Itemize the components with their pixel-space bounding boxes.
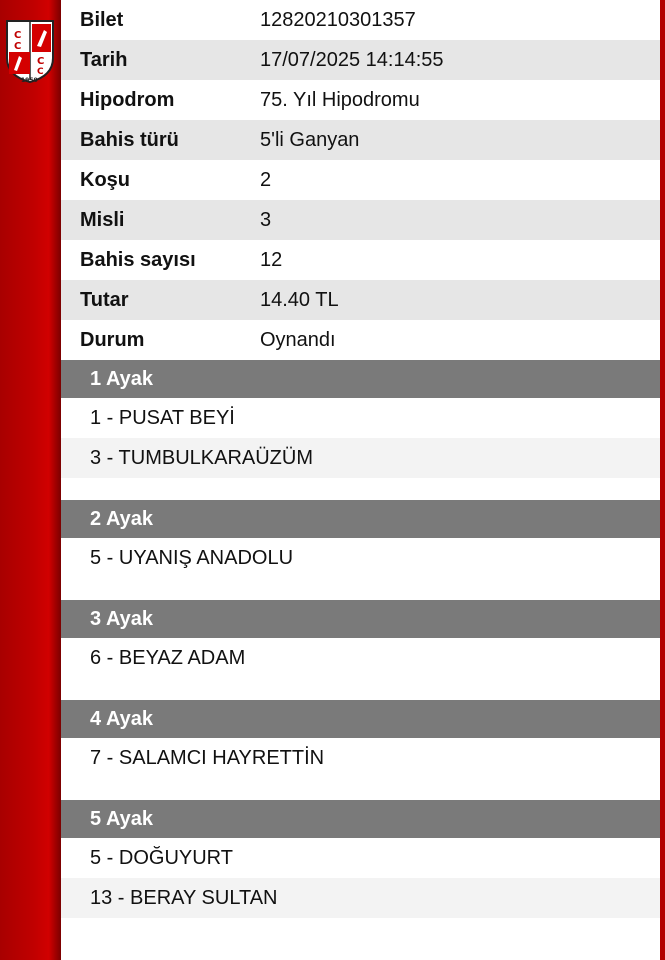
info-value: 2 <box>260 168 272 191</box>
info-row <box>61 200 660 240</box>
info-value: Oynandı <box>260 328 336 351</box>
info-row <box>61 160 660 200</box>
svg-text:C: C <box>14 30 22 41</box>
leg-header: 4 Ayak <box>61 700 660 738</box>
club-shield-icon <box>4 18 56 84</box>
info-value: 5'li Ganyan <box>260 128 360 151</box>
info-label: Hipodrom <box>80 88 175 111</box>
leg-header: 3 Ayak <box>61 600 660 638</box>
info-label: Tarih <box>80 48 128 71</box>
svg-text:C: C <box>14 41 22 52</box>
legs-list <box>61 360 660 918</box>
info-label: Misli <box>80 208 125 231</box>
info-value: 12 <box>260 248 283 271</box>
leg-header: 5 Ayak <box>61 800 660 838</box>
svg-text:C: C <box>37 67 44 77</box>
leg-header: 2 Ayak <box>61 500 660 538</box>
info-label: Bahis sayısı <box>80 248 196 271</box>
info-value: 75. Yıl Hipodromu <box>260 88 420 111</box>
logo-year: 1950 <box>21 77 38 84</box>
leg-spacer <box>61 578 660 600</box>
info-row <box>61 320 660 360</box>
horse-selection: 7 - SALAMCI HAYRETTİN <box>90 746 325 769</box>
info-label: Durum <box>80 328 145 351</box>
right-edge-bar <box>660 0 665 960</box>
horse-selection: 1 - PUSAT BEYİ <box>90 406 235 429</box>
leg-header: 1 Ayak <box>61 360 660 398</box>
horse-selection: 5 - UYANIŞ ANADOLU <box>90 546 294 569</box>
info-row <box>61 0 660 40</box>
horse-selection: 13 - BERAY SULTAN <box>61 878 660 918</box>
info-value: 12820210301357 <box>260 8 416 31</box>
info-label: Koşu <box>80 168 130 191</box>
horse-selection: 5 - DOĞUYURT <box>90 846 233 869</box>
info-value: 14.40 TL <box>260 288 339 311</box>
info-row <box>61 240 660 280</box>
info-row <box>61 120 660 160</box>
svg-text:C: C <box>37 56 45 67</box>
horse-selection: 3 - TUMBULKARAÜZÜM <box>61 438 660 478</box>
ticket-detail-panel <box>61 0 660 960</box>
info-row <box>61 40 660 80</box>
info-value: 3 <box>260 208 272 231</box>
leg-spacer <box>61 478 660 500</box>
info-label: Bilet <box>80 8 124 31</box>
info-row <box>61 280 660 320</box>
info-value: 17/07/2025 14:14:55 <box>260 48 444 71</box>
info-row <box>61 80 660 120</box>
ticket-info-table <box>61 0 660 360</box>
left-sidebar <box>0 0 61 960</box>
club-logo[interactable] <box>4 18 56 84</box>
info-label: Tutar <box>80 288 129 311</box>
horse-selection: 6 - BEYAZ ADAM <box>90 646 246 669</box>
info-label: Bahis türü <box>80 128 179 151</box>
leg-spacer <box>61 778 660 800</box>
leg-spacer <box>61 678 660 700</box>
